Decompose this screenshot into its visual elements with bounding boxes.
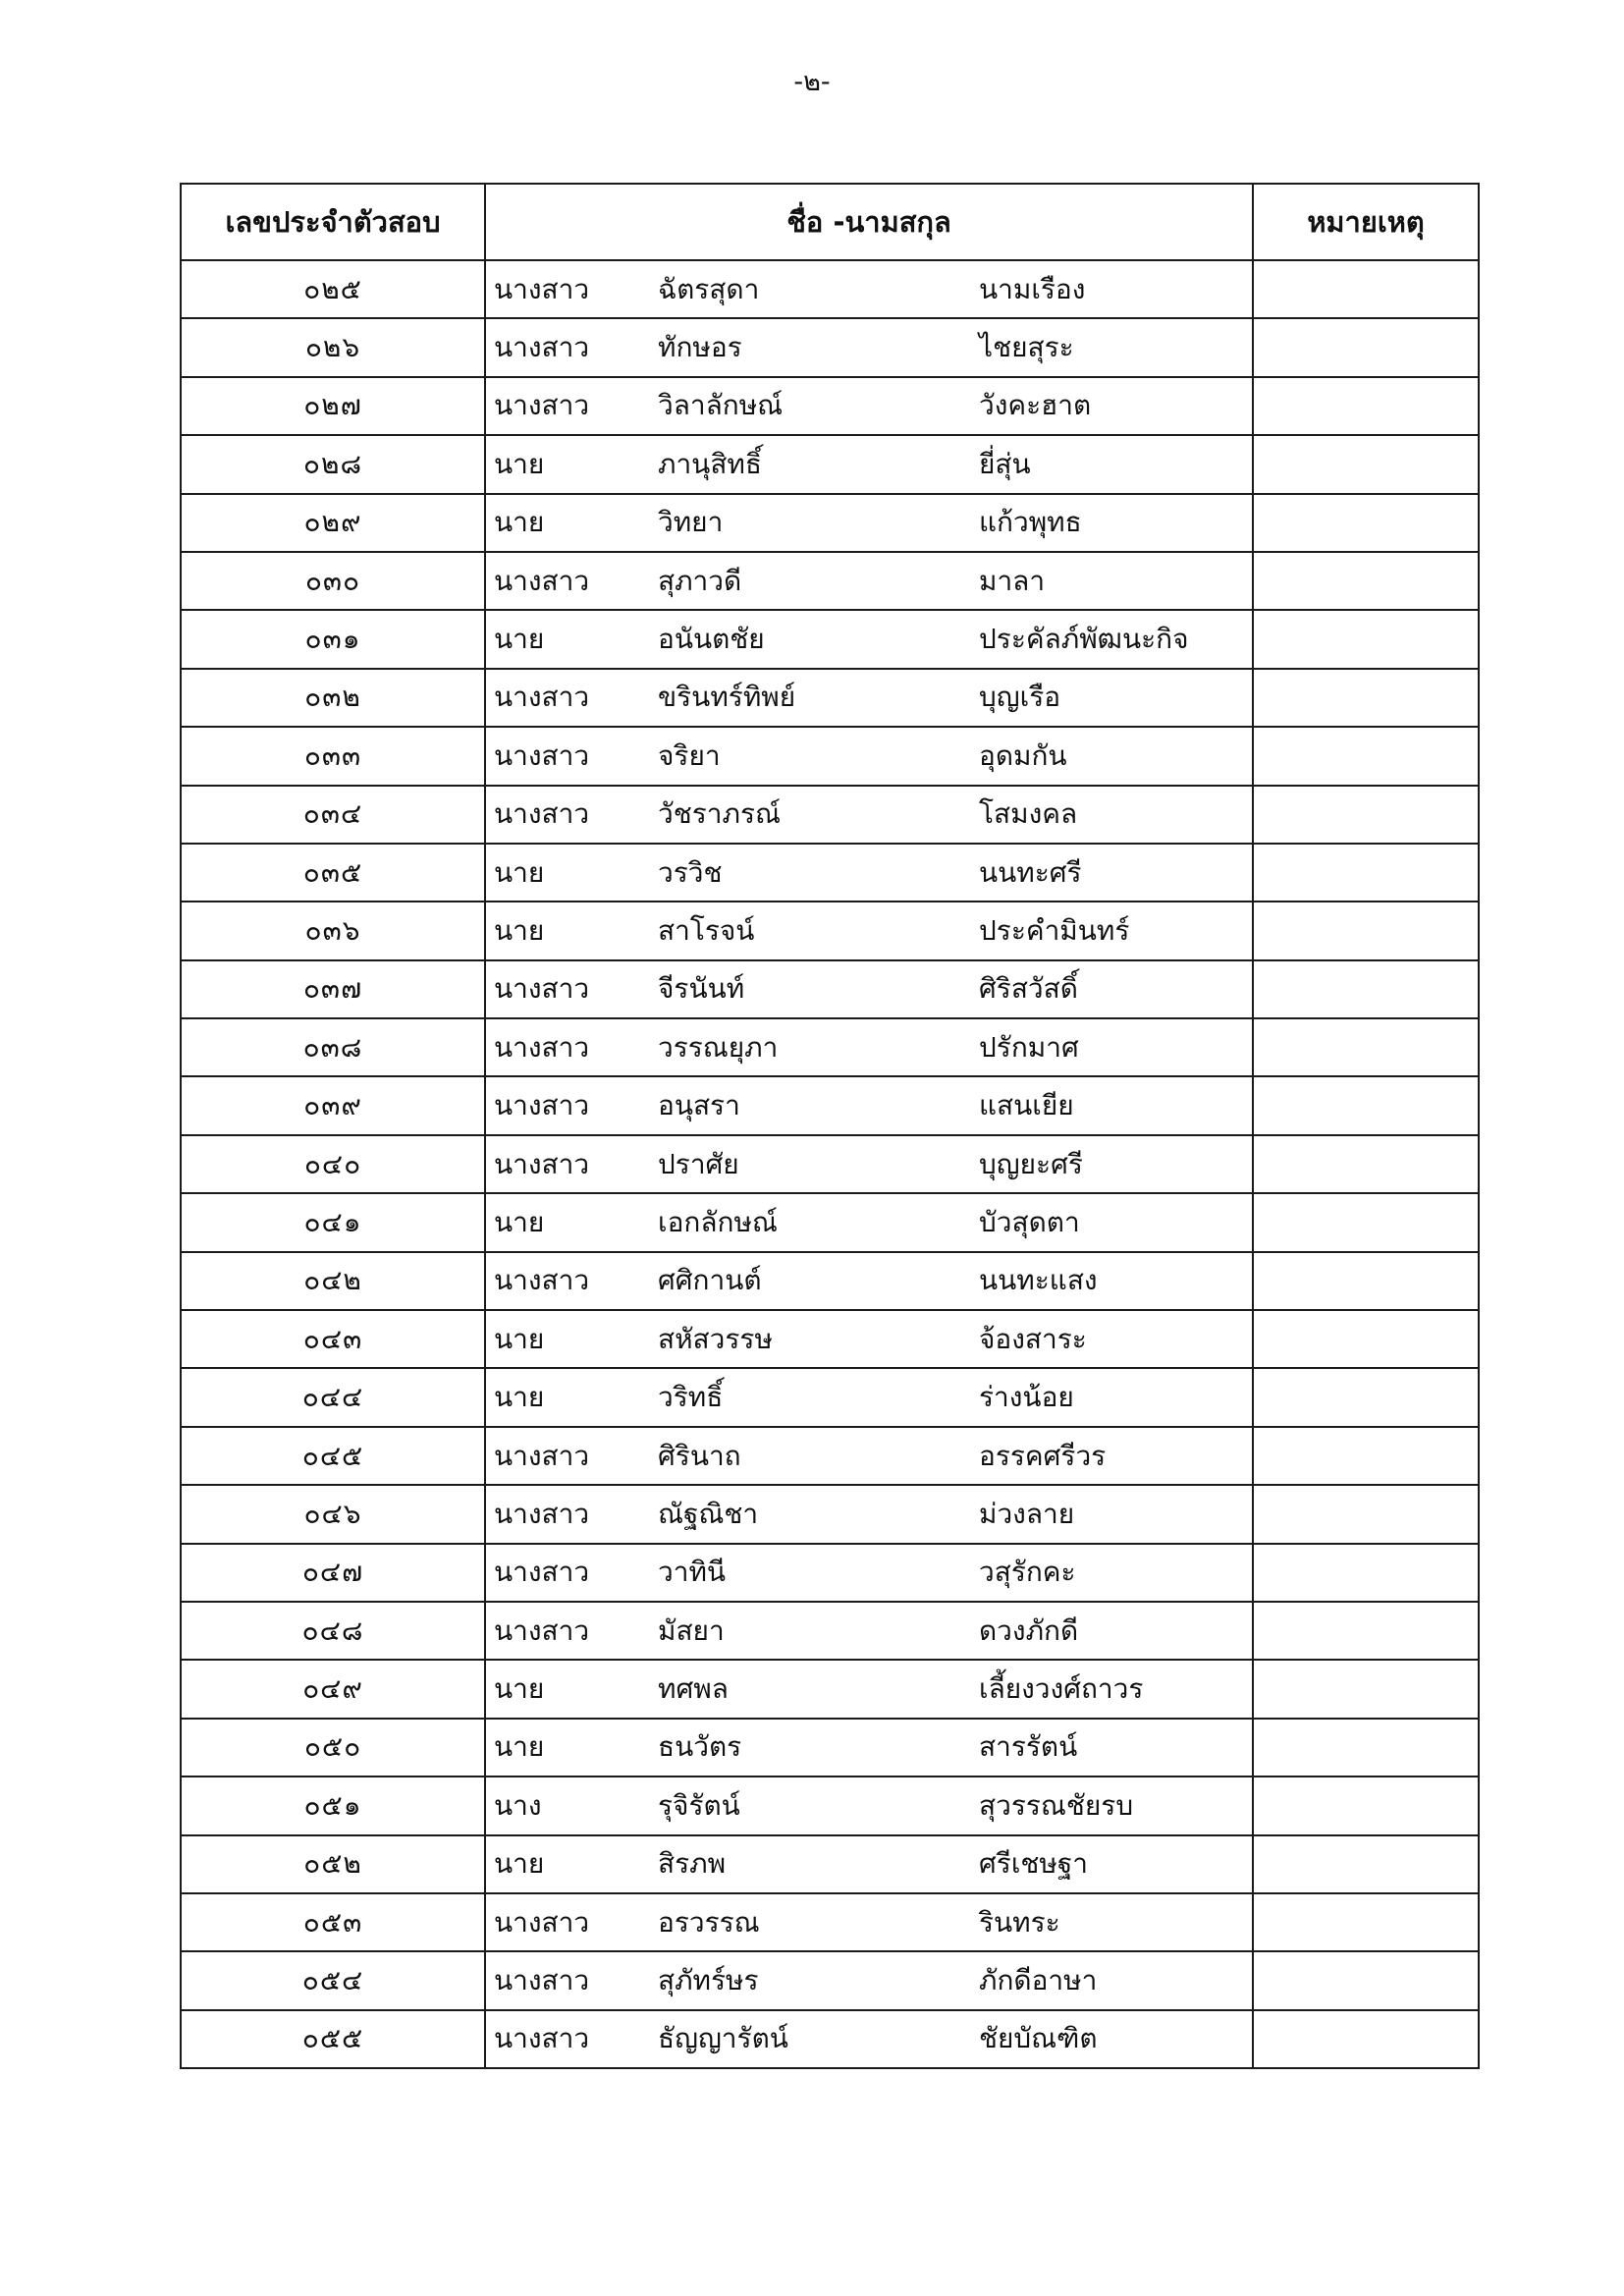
- candidate-id: ๐๕๕: [181, 2010, 485, 2068]
- name-prefix: นาย: [494, 913, 545, 947]
- first-name: สหัสวรรษ: [658, 1322, 773, 1355]
- name-prefix: นางสาว: [494, 738, 590, 772]
- candidate-id: ๐๓๕: [181, 844, 485, 902]
- name-prefix: นาย: [494, 447, 545, 480]
- remarks-cell: [1253, 1368, 1479, 1426]
- remarks-cell: [1253, 1777, 1479, 1834]
- remarks-cell: [1253, 1076, 1479, 1134]
- first-name: สาโรจน์: [658, 913, 755, 947]
- candidate-name-cell: [485, 1427, 1253, 1485]
- remarks-cell: [1253, 1602, 1479, 1660]
- candidate-name-cell: [485, 610, 1253, 668]
- table-row: [181, 1719, 1479, 1777]
- table-row: [181, 1018, 1479, 1076]
- candidate-id: ๐๒๗: [181, 377, 485, 435]
- name-prefix: นาง: [494, 1788, 542, 1822]
- first-name: จริยา: [658, 738, 721, 772]
- remarks-cell: [1253, 610, 1479, 668]
- table-row: [181, 1777, 1479, 1834]
- last-name: สุวรรณชัยรบ: [979, 1788, 1134, 1822]
- remarks-cell: [1253, 435, 1479, 493]
- first-name: วรรณยุภา: [658, 1030, 779, 1064]
- candidate-name-cell: [485, 1544, 1253, 1602]
- first-name: อนันตชัย: [658, 623, 765, 656]
- candidate-name-cell: [485, 1076, 1253, 1134]
- last-name: โสมงคล: [979, 797, 1078, 831]
- candidate-id: ๐๕๔: [181, 1951, 485, 2009]
- name-prefix: นางสาว: [494, 797, 590, 831]
- candidate-name-cell: [485, 1135, 1253, 1193]
- table-row: [181, 1310, 1479, 1368]
- remarks-cell: [1253, 318, 1479, 376]
- remarks-cell: [1253, 727, 1479, 785]
- candidate-id: ๐๔๙: [181, 1660, 485, 1718]
- remarks-cell: [1253, 494, 1479, 552]
- name-prefix: นางสาว: [494, 1964, 590, 1997]
- table-row: [181, 1368, 1479, 1426]
- last-name: ไชยสุระ: [979, 331, 1074, 364]
- table-header-row: [181, 184, 1479, 260]
- candidate-name-cell: [485, 260, 1253, 318]
- remarks-cell: [1253, 1193, 1479, 1251]
- name-prefix: นางสาว: [494, 1030, 590, 1064]
- remarks-cell: [1253, 1310, 1479, 1368]
- name-prefix: นางสาว: [494, 331, 590, 364]
- first-name: สุภาวดี: [658, 564, 742, 597]
- candidate-name-cell: [485, 1835, 1253, 1893]
- last-name: วังคะฮาต: [979, 389, 1092, 422]
- remarks-cell: [1253, 1485, 1479, 1543]
- candidate-id: ๐๒๖: [181, 318, 485, 376]
- name-prefix: นางสาว: [494, 1497, 590, 1530]
- candidate-id: ๐๔๓: [181, 1310, 485, 1368]
- candidate-name-cell: [485, 1485, 1253, 1543]
- candidate-name-cell: [485, 494, 1253, 552]
- name-prefix: นางสาว: [494, 1147, 590, 1180]
- candidate-id: ๐๔๔: [181, 1368, 485, 1426]
- last-name: ศิริสวัสดิ์: [979, 972, 1078, 1006]
- remarks-cell: [1253, 960, 1479, 1018]
- first-name: ปราศัย: [658, 1147, 739, 1180]
- last-name: ภักดีอาษา: [979, 1964, 1098, 1997]
- last-name: ชัยบัณฑิต: [979, 2022, 1098, 2055]
- first-name: ทักษอร: [658, 331, 742, 364]
- table-row: [181, 1427, 1479, 1485]
- table-row: [181, 2010, 1479, 2068]
- candidate-name-cell: [485, 960, 1253, 1018]
- last-name: นนทะศรี: [979, 855, 1082, 889]
- candidate-id: ๐๔๕: [181, 1427, 485, 1485]
- first-name: เอกลักษณ์: [658, 1205, 778, 1238]
- name-prefix: นาย: [494, 623, 545, 656]
- remarks-cell: [1253, 1719, 1479, 1777]
- first-name: อนุสรา: [658, 1089, 740, 1122]
- last-name: สารรัตน์: [979, 1730, 1078, 1764]
- last-name: วสุรักคะ: [979, 1556, 1076, 1589]
- last-name: เลี้ยงวงศ์ถาวร: [979, 1672, 1144, 1706]
- last-name: จ้องสาระ: [979, 1322, 1087, 1355]
- candidate-id: ๐๒๘: [181, 435, 485, 493]
- remarks-cell: [1253, 1893, 1479, 1951]
- candidate-name-cell: [485, 318, 1253, 376]
- remarks-cell: [1253, 1660, 1479, 1718]
- remarks-cell: [1253, 1135, 1479, 1193]
- first-name: ศิรินาถ: [658, 1439, 741, 1472]
- first-name: วาทินี: [658, 1556, 727, 1589]
- candidate-name-cell: [485, 1193, 1253, 1251]
- remarks-cell: [1253, 552, 1479, 610]
- candidate-name-cell: [485, 1018, 1253, 1076]
- name-prefix: นาย: [494, 506, 545, 539]
- table-row: [181, 1076, 1479, 1134]
- last-name: นามเรือง: [979, 272, 1086, 305]
- name-prefix: นางสาว: [494, 1264, 590, 1297]
- table-row: [181, 1660, 1479, 1718]
- candidate-name-cell: [485, 1252, 1253, 1310]
- last-name: แสนเยีย: [979, 1089, 1074, 1122]
- table-row: [181, 552, 1479, 610]
- candidate-id: ๐๔๑: [181, 1193, 485, 1251]
- first-name: วัชราภรณ์: [658, 797, 781, 831]
- candidate-name-cell: [485, 1777, 1253, 1834]
- candidate-id: ๐๕๓: [181, 1893, 485, 1951]
- last-name: บัวสุดตา: [979, 1205, 1080, 1238]
- remarks-cell: [1253, 1951, 1479, 2009]
- first-name: ธัญญารัตน์: [658, 2022, 788, 2055]
- first-name: รุจิรัตน์: [658, 1788, 740, 1822]
- first-name: ธนวัตร: [658, 1730, 742, 1764]
- candidate-name-cell: [485, 1951, 1253, 2009]
- last-name: ปรักมาศ: [979, 1030, 1079, 1064]
- remarks-cell: [1253, 1252, 1479, 1310]
- candidate-name-cell: [485, 1660, 1253, 1718]
- candidate-id: ๐๕๑: [181, 1777, 485, 1834]
- table-row: [181, 435, 1479, 493]
- last-name: บุญยะศรี: [979, 1147, 1083, 1180]
- remarks-cell: [1253, 377, 1479, 435]
- candidate-name-cell: [485, 377, 1253, 435]
- last-name: นนทะแสง: [979, 1264, 1098, 1297]
- table-row: [181, 494, 1479, 552]
- candidate-name-cell: [485, 844, 1253, 902]
- candidate-name-cell: [485, 1893, 1253, 1951]
- first-name: วริทธิ์: [658, 1381, 724, 1414]
- candidate-id: ๐๓๓: [181, 727, 485, 785]
- name-prefix: นางสาว: [494, 1613, 590, 1647]
- table-row: [181, 786, 1479, 844]
- last-name: แก้วพุทธ: [979, 506, 1082, 539]
- first-name: จีรนันท์: [658, 972, 745, 1006]
- name-prefix: นางสาว: [494, 1089, 590, 1122]
- candidate-id: ๐๓๔: [181, 786, 485, 844]
- table-row: [181, 1951, 1479, 2009]
- candidate-name-cell: [485, 727, 1253, 785]
- name-prefix: นาย: [494, 1847, 545, 1881]
- first-name: วิลาลักษณ์: [658, 389, 784, 422]
- first-name: ทศพล: [658, 1672, 729, 1706]
- candidate-id: ๐๓๒: [181, 669, 485, 727]
- header-candidate-id: เลขประจำตัวสอบ: [181, 184, 485, 260]
- candidate-name-cell: [485, 786, 1253, 844]
- remarks-cell: [1253, 902, 1479, 959]
- candidate-name-cell: [485, 1602, 1253, 1660]
- candidate-name-cell: [485, 2010, 1253, 2068]
- last-name: ม่วงลาย: [979, 1497, 1075, 1530]
- first-name: ณัฐณิชา: [658, 1497, 759, 1530]
- table-row: [181, 1544, 1479, 1602]
- table-row: [181, 1135, 1479, 1193]
- first-name: วรวิช: [658, 855, 723, 889]
- last-name: อุดมกัน: [979, 738, 1067, 772]
- name-prefix: นาย: [494, 1205, 545, 1238]
- name-prefix: นางสาว: [494, 681, 590, 714]
- name-prefix: นางสาว: [494, 272, 590, 305]
- remarks-cell: [1253, 1427, 1479, 1485]
- remarks-cell: [1253, 1018, 1479, 1076]
- candidate-id: ๐๕๒: [181, 1835, 485, 1893]
- candidate-id: ๐๓๙: [181, 1076, 485, 1134]
- candidate-id: ๐๓๗: [181, 960, 485, 1018]
- first-name: สิรภพ: [658, 1847, 727, 1881]
- header-remarks: หมายเหตุ: [1253, 184, 1479, 260]
- remarks-cell: [1253, 669, 1479, 727]
- name-prefix: นางสาว: [494, 1556, 590, 1589]
- first-name: ขรินทร์ทิพย์: [658, 681, 796, 714]
- candidate-name-cell: [485, 552, 1253, 610]
- candidate-id: ๐๓๑: [181, 610, 485, 668]
- first-name: อรวรรณ: [658, 1905, 760, 1939]
- last-name: ประคัลภ์พัฒนะกิจ: [979, 623, 1189, 656]
- name-prefix: นางสาว: [494, 1439, 590, 1472]
- candidate-name-cell: [485, 1368, 1253, 1426]
- name-prefix: นาย: [494, 1730, 545, 1764]
- last-name: บุญเรือ: [979, 681, 1061, 714]
- table-row: [181, 1193, 1479, 1251]
- table-row: [181, 902, 1479, 959]
- candidate-name-cell: [485, 902, 1253, 959]
- remarks-cell: [1253, 786, 1479, 844]
- candidate-id: ๐๔๗: [181, 1544, 485, 1602]
- table-body: [181, 260, 1479, 2068]
- candidate-id: ๐๒๕: [181, 260, 485, 318]
- table-row: [181, 1602, 1479, 1660]
- first-name: ฉัตรสุดา: [658, 272, 760, 305]
- candidate-id: ๐๕๐: [181, 1719, 485, 1777]
- first-name: มัสยา: [658, 1613, 725, 1647]
- first-name: ศศิกานต์: [658, 1264, 762, 1297]
- last-name: รินทระ: [979, 1905, 1060, 1939]
- table-row: [181, 1485, 1479, 1543]
- name-prefix: นางสาว: [494, 389, 590, 422]
- last-name: ดวงภักดี: [979, 1613, 1079, 1647]
- last-name: ร่างน้อย: [979, 1381, 1074, 1414]
- first-name: สุภัทร์ษร: [658, 1964, 759, 1997]
- table-row: [181, 1252, 1479, 1310]
- candidate-id: ๐๔๘: [181, 1602, 485, 1660]
- name-prefix: นาย: [494, 1322, 545, 1355]
- candidate-id: ๐๓๖: [181, 902, 485, 959]
- table-row: [181, 377, 1479, 435]
- last-name: ศรีเชษฐา: [979, 1847, 1089, 1881]
- remarks-cell: [1253, 844, 1479, 902]
- table-row: [181, 669, 1479, 727]
- last-name: ประคำมินทร์: [979, 913, 1130, 947]
- name-prefix: นางสาว: [494, 564, 590, 597]
- candidate-id: ๐๓๘: [181, 1018, 485, 1076]
- table-row: [181, 610, 1479, 668]
- candidate-name-cell: [485, 1310, 1253, 1368]
- remarks-cell: [1253, 2010, 1479, 2068]
- candidate-id: ๐๔๐: [181, 1135, 485, 1193]
- remarks-cell: [1253, 260, 1479, 318]
- first-name: วิทยา: [658, 506, 724, 539]
- name-prefix: นาย: [494, 855, 545, 889]
- name-prefix: นางสาว: [494, 2022, 590, 2055]
- candidate-name-cell: [485, 1719, 1253, 1777]
- table-row: [181, 260, 1479, 318]
- table-row: [181, 1835, 1479, 1893]
- table-row: [181, 1893, 1479, 1951]
- candidate-id: ๐๓๐: [181, 552, 485, 610]
- name-prefix: นางสาว: [494, 972, 590, 1006]
- candidate-id: ๐๒๙: [181, 494, 485, 552]
- candidate-name-cell: [485, 669, 1253, 727]
- header-full-name: ชื่อ -นามสกุล: [485, 184, 1253, 260]
- last-name: ยี่สุ่น: [979, 447, 1031, 480]
- candidate-id: ๐๔๖: [181, 1485, 485, 1543]
- candidate-table: [180, 183, 1480, 2069]
- remarks-cell: [1253, 1835, 1479, 1893]
- table-row: [181, 844, 1479, 902]
- name-prefix: นางสาว: [494, 1905, 590, 1939]
- name-prefix: นาย: [494, 1672, 545, 1706]
- table-row: [181, 727, 1479, 785]
- name-prefix: นาย: [494, 1381, 545, 1414]
- first-name: ภานุสิทธิ์: [658, 447, 762, 480]
- last-name: อรรคศรีวร: [979, 1439, 1107, 1472]
- table-row: [181, 960, 1479, 1018]
- page-number: -๒-: [793, 67, 831, 97]
- table-row: [181, 318, 1479, 376]
- remarks-cell: [1253, 1544, 1479, 1602]
- candidate-id: ๐๔๒: [181, 1252, 485, 1310]
- candidate-name-cell: [485, 435, 1253, 493]
- last-name: มาลา: [979, 564, 1046, 597]
